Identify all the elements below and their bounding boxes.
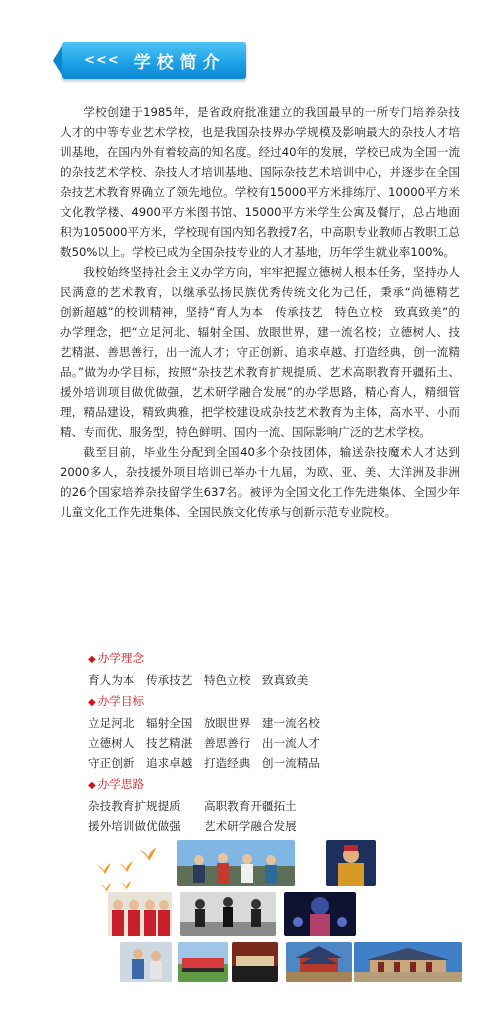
bird-icon bbox=[96, 862, 112, 876]
key-points bbox=[88, 648, 448, 837]
banner-arrows: <<< bbox=[84, 53, 120, 68]
point-line: 立德树人 技艺精湛 善思善行 出一流人才 bbox=[88, 736, 320, 751]
photo-rehearsal bbox=[180, 892, 276, 936]
bird-icon bbox=[118, 860, 134, 874]
point-line: 育人为本 传承技艺 特色立校 致真致美 bbox=[88, 673, 309, 688]
photo-group-outdoor bbox=[177, 840, 295, 886]
banner-title: 学校简介 bbox=[133, 53, 226, 73]
bird-icon bbox=[120, 880, 132, 891]
paragraph-achievements: 截至目前，毕业生分配到全国40多个杂技团体，输送杂技魔术人才达到2000多人，杂技援外项目培训已举办十九届，为欧、亚、美、大洋洲及非洲的26个国家培养杂技留学生637名。被评为全国文化工作先进集体、全国少年儿童文化工作先进集体、全国民族文化传承与创新示范专业院校。 bbox=[60, 445, 460, 519]
diamond-icon: ◆ bbox=[88, 654, 96, 665]
photo-students-red bbox=[108, 892, 172, 936]
photo-campus-hall bbox=[354, 942, 462, 982]
photo-ceremony bbox=[232, 942, 278, 982]
point-heading-strategy: ◆ 办学思路 bbox=[88, 776, 145, 791]
paragraph-history: 学校创建于1985年，是省政府批准建立的我国最早的一所专门培养杂技人才的中等专业艺术学校，也是我国杂技界办学规模及影响最大的杂技人才培训基地，在国内外有着较高的知名度。经过40年的发展，学校已成为全国一流的杂技艺术学校、杂技人才培训基地、国际杂技艺术培训中心，并逐步在全国杂技艺术教育界确立了领先地位。学校有15000平方米排练厅、10000平方米文化教学楼、4900平方米图书馆、15000平方米学生公寓及餐厅，总占地面积为105000平方米，学校现有国内知名教授7名，中高职专业教师占教职工总数50%以上。学校已成为全国杂技专业的人才基地，历年学生就业率100%。 bbox=[60, 105, 460, 259]
diamond-icon: ◆ bbox=[88, 696, 96, 708]
section-banner bbox=[62, 42, 246, 79]
point-line: 援外培训做优做强 艺术研学融合发展 bbox=[88, 819, 297, 834]
point-line: 守正创新 追求卓越 打造经典 创一流精品 bbox=[88, 756, 320, 771]
point-heading-philosophy: ◆ 办学理念 bbox=[88, 651, 145, 665]
intro-text bbox=[60, 102, 472, 522]
photo-stage-performance bbox=[284, 892, 356, 936]
photo-performer-costume bbox=[326, 840, 376, 886]
paragraph-philosophy: 我校始终坚持社会主义办学方向，牢牢把握立德树人根本任务，坚持办人民满意的艺术教育，以继承弘扬民族优秀传统文化为己任，秉承“尚德精艺 创新超越”的校训精神，坚持“育人为本 传承技艺 特色立校 致真致美”的办学理念，把“立足河北、辐射全国、放眼世界，建一流名校；立德树人、技艺精湛、善思善行，出一流人才；守正创新、追求卓越、打造经典，创一流精品。”做为办学目标，按照“杂技艺术教育扩规提质、艺术高职教育开疆拓土、援外培训项目做优做强，艺术研学融合发展”的办学思路，精心育人，精细管理，精品建设，精致典雅，把学校建设成杂技艺术教育为主体，高水平、小而精、专而优、服务型，特色鲜明、国内一流、国际影响广泛的艺术学校。 bbox=[60, 265, 472, 439]
point-line: 立足河北 辐射全国 放眼世界 建一流名校 bbox=[88, 715, 320, 730]
bird-icon bbox=[138, 846, 158, 863]
point-line: 杂技教育扩规提质 高职教育开疆拓土 bbox=[88, 799, 297, 814]
diamond-icon: ◆ bbox=[88, 779, 96, 791]
photo-temple-building bbox=[286, 942, 352, 982]
photo-teaching bbox=[120, 942, 172, 982]
point-heading-goals: ◆ 办学目标 bbox=[88, 693, 145, 708]
photo-group-lawn bbox=[178, 942, 228, 982]
